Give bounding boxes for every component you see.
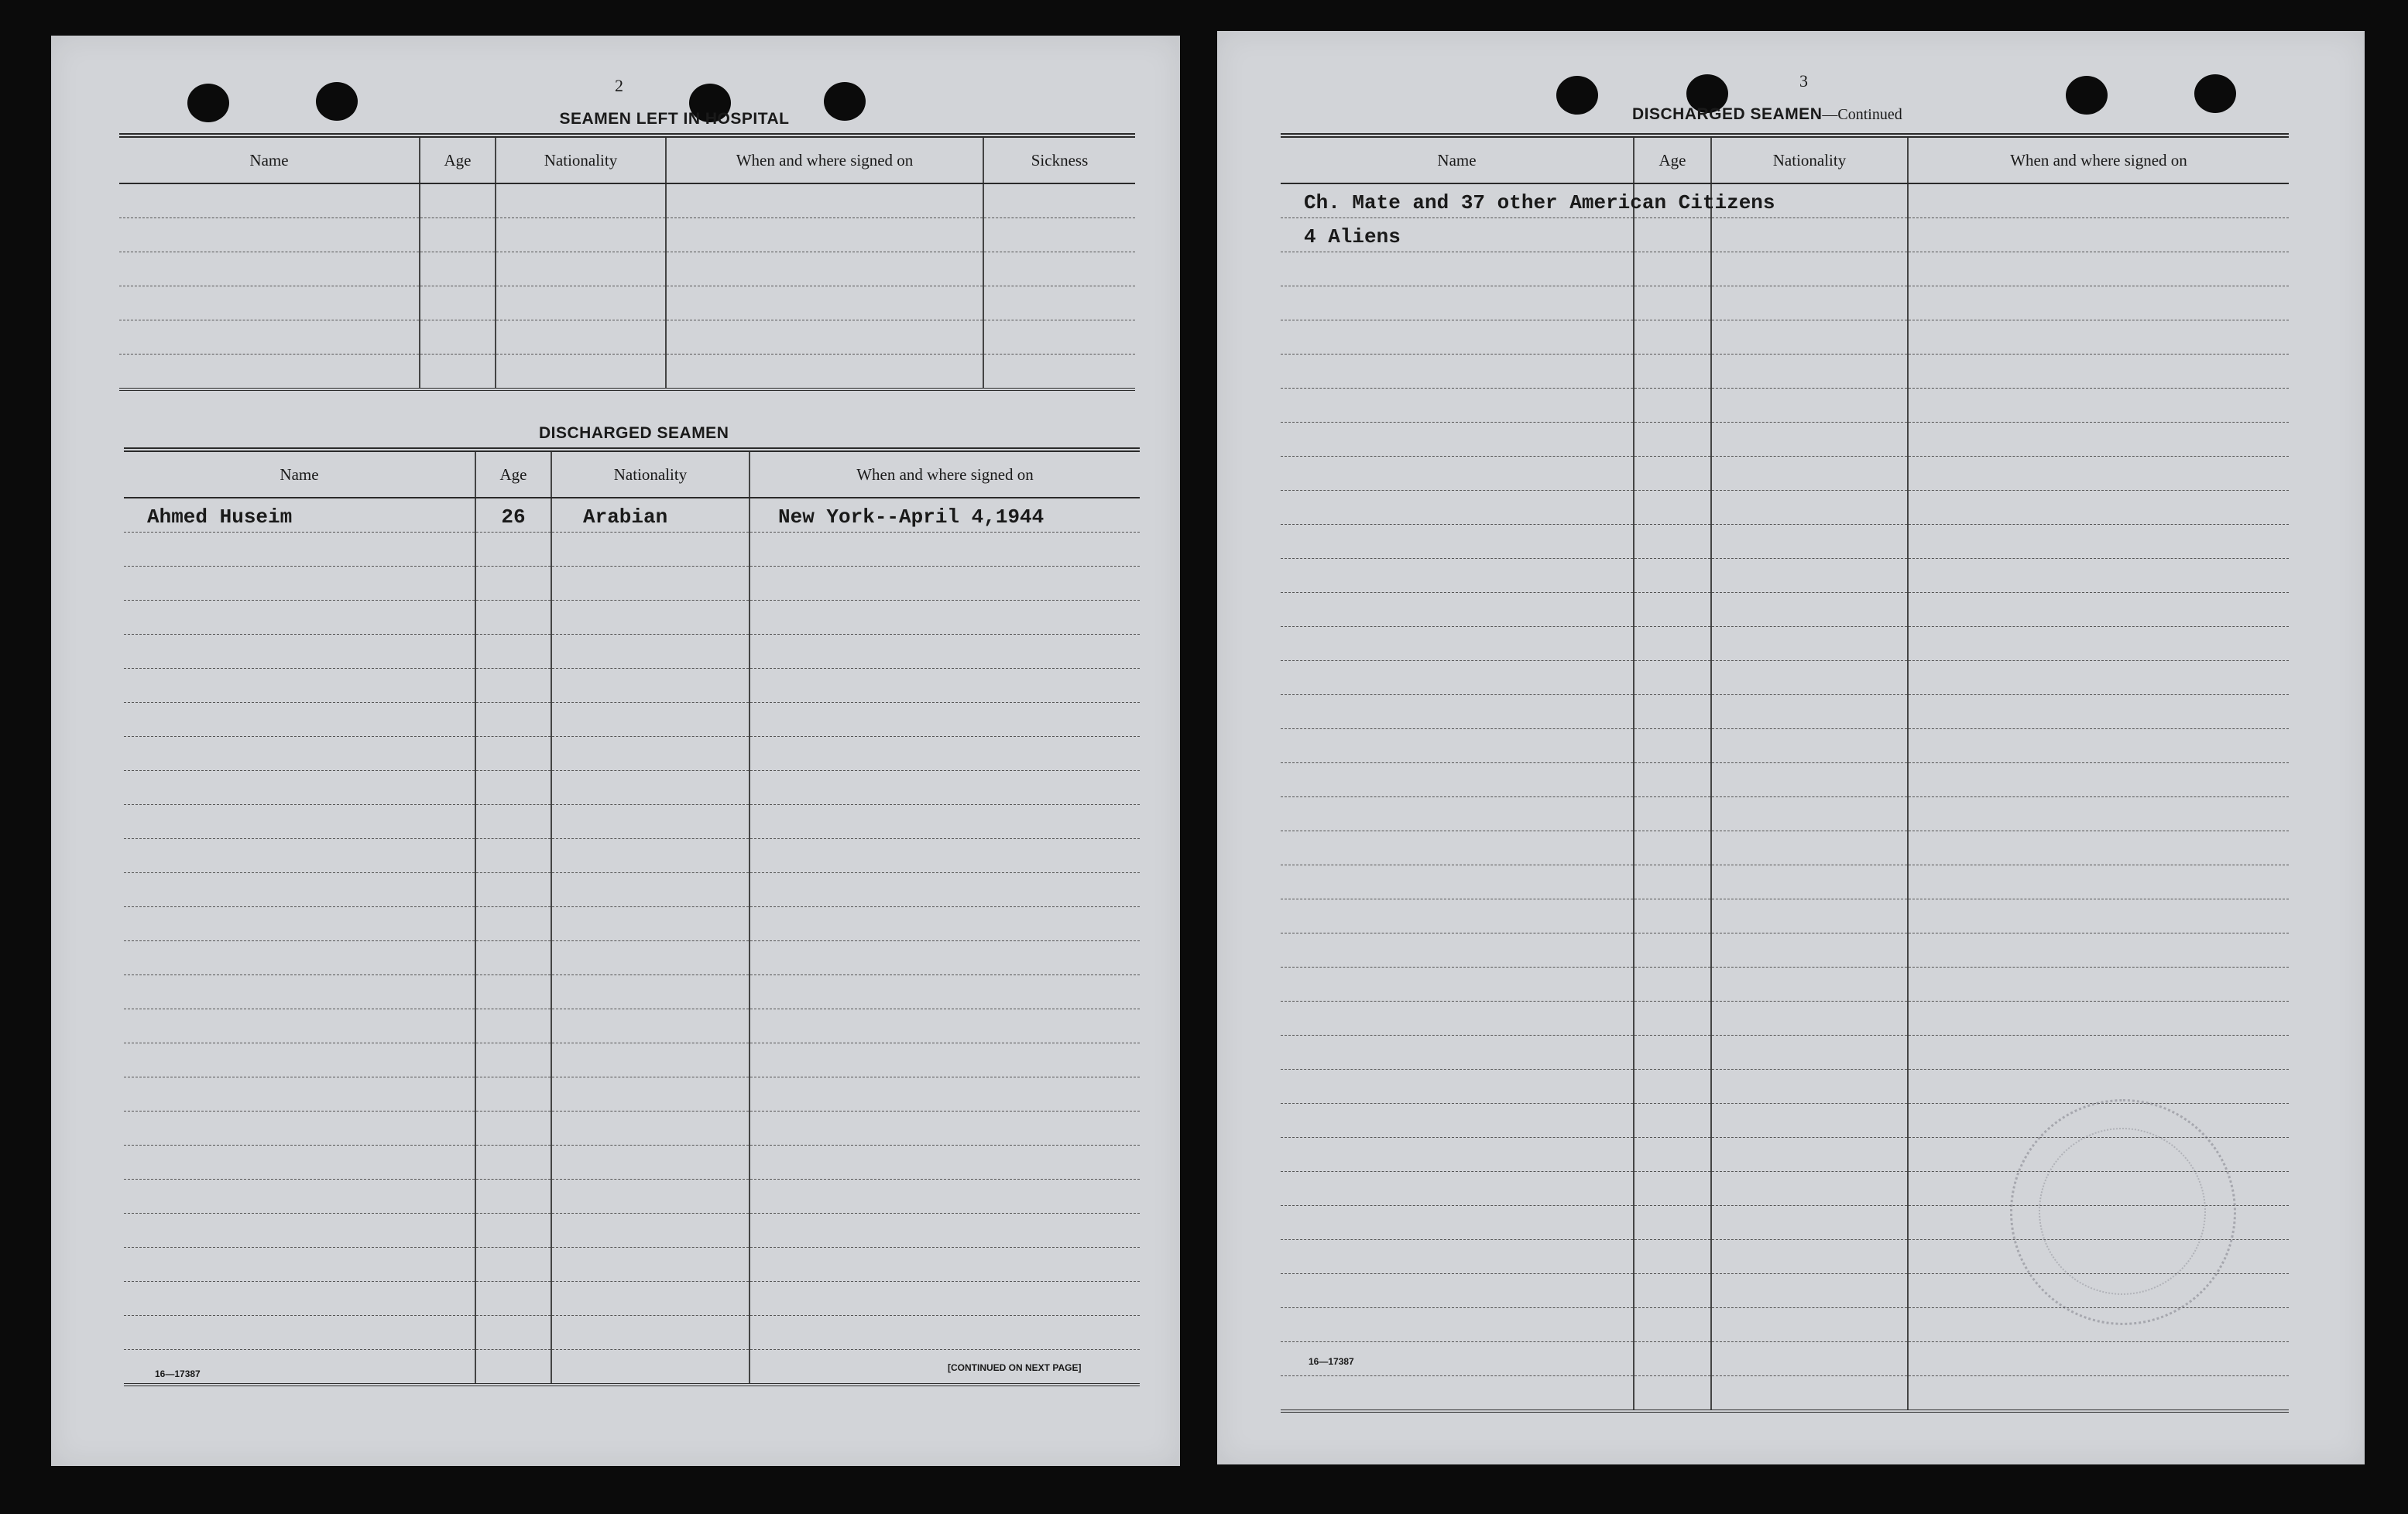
table-row — [1281, 525, 2289, 559]
seaman-signed-on: New York--April 4,1944 — [778, 505, 1044, 529]
column-header-nationality: Nationality — [1711, 135, 1908, 183]
table-row — [124, 533, 1140, 567]
hospital-section-title: SEAMEN LEFT IN HOSPITAL — [559, 110, 790, 128]
table-row — [1281, 389, 2289, 423]
table-row — [1281, 627, 2289, 661]
table-row — [1281, 491, 2289, 525]
table-row — [1281, 252, 2289, 286]
faded-circular-stamp — [2010, 1099, 2236, 1325]
table-row — [124, 703, 1140, 737]
table-row — [1281, 1376, 2289, 1412]
table-row — [1281, 218, 2289, 252]
table-row — [1281, 831, 2289, 865]
table-row — [124, 498, 1140, 533]
punch-hole — [2194, 74, 2236, 113]
table-row — [124, 1043, 1140, 1077]
table-header-row — [124, 450, 1140, 498]
table-row — [1281, 661, 2289, 695]
discharged-continued-title: DISCHARGED SEAMEN—Continued — [1632, 105, 1902, 123]
table-row — [124, 873, 1140, 907]
column-header-signed-on: When and where signed on — [749, 450, 1140, 498]
column-header-name: Name — [119, 135, 420, 183]
discharged-section-title: DISCHARGED SEAMEN — [539, 424, 729, 442]
page-number: 2 — [615, 76, 623, 95]
table-row — [1281, 933, 2289, 968]
column-header-age: Age — [475, 450, 551, 498]
table-row — [124, 1112, 1140, 1146]
table-row — [1281, 899, 2289, 933]
table-row — [1281, 183, 2289, 218]
column-header-name: Name — [1281, 135, 1634, 183]
table-row — [119, 320, 1135, 355]
table-row — [124, 737, 1140, 771]
table-row — [124, 1077, 1140, 1112]
table-row — [119, 252, 1135, 286]
form-number: 16—17387 — [155, 1368, 201, 1379]
table-row — [124, 1214, 1140, 1248]
table-row — [1281, 457, 2289, 491]
punch-hole — [1556, 76, 1598, 115]
crew-summary-entry: Ch. Mate and 37 other American Citizens — [1304, 191, 1775, 214]
table-row — [124, 839, 1140, 873]
table-row — [119, 355, 1135, 390]
table-row — [124, 941, 1140, 975]
page-number: 3 — [1799, 71, 1808, 91]
table-row — [124, 567, 1140, 601]
discharged-table — [124, 447, 1140, 1386]
table-header-row — [119, 135, 1135, 183]
seaman-name: Ahmed Huseim — [147, 505, 293, 529]
column-header-name: Name — [124, 450, 475, 498]
aliens-entry: 4 Aliens — [1304, 225, 1401, 248]
table-row — [124, 1146, 1140, 1180]
table-row — [1281, 593, 2289, 627]
table-row — [1281, 968, 2289, 1002]
table-row — [1281, 286, 2289, 320]
table-row — [1281, 695, 2289, 729]
column-header-signed-on: When and where signed on — [666, 135, 983, 183]
table-row — [124, 1009, 1140, 1043]
table-row — [1281, 1342, 2289, 1376]
seaman-age: 26 — [501, 505, 526, 529]
table-row — [124, 1180, 1140, 1214]
table-row — [124, 771, 1140, 805]
punch-hole — [2066, 76, 2108, 115]
left-page — [51, 36, 1180, 1466]
seaman-nationality: Arabian — [583, 505, 668, 529]
table-row — [1281, 763, 2289, 797]
column-header-sickness: Sickness — [983, 135, 1135, 183]
column-header-nationality: Nationality — [496, 135, 666, 183]
table-row — [124, 601, 1140, 635]
table-row — [124, 975, 1140, 1009]
table-row — [1281, 1070, 2289, 1104]
table-row — [1281, 797, 2289, 831]
column-header-age: Age — [1634, 135, 1711, 183]
table-row — [124, 1316, 1140, 1350]
table-row — [1281, 320, 2289, 355]
right-page — [1217, 31, 2365, 1464]
table-row — [124, 805, 1140, 839]
table-row — [124, 907, 1140, 941]
table-row — [124, 635, 1140, 669]
column-header-nationality: Nationality — [551, 450, 749, 498]
column-header-age: Age — [420, 135, 496, 183]
table-row — [119, 183, 1135, 218]
table-row — [1281, 729, 2289, 763]
form-number: 16—17387 — [1309, 1356, 1354, 1367]
table-row — [119, 218, 1135, 252]
table-row — [1281, 1036, 2289, 1070]
table-row — [1281, 865, 2289, 899]
table-header-row — [1281, 135, 2289, 183]
table-row — [1281, 1002, 2289, 1036]
table-row — [119, 286, 1135, 320]
table-row — [1281, 355, 2289, 389]
table-row — [124, 669, 1140, 703]
continued-note: [CONTINUED ON NEXT PAGE] — [948, 1362, 1082, 1373]
table-row — [124, 1282, 1140, 1316]
hospital-table — [119, 133, 1135, 391]
column-header-signed-on: When and where signed on — [1908, 135, 2289, 183]
table-row — [124, 1248, 1140, 1282]
table-row — [1281, 559, 2289, 593]
table-row — [1281, 423, 2289, 457]
